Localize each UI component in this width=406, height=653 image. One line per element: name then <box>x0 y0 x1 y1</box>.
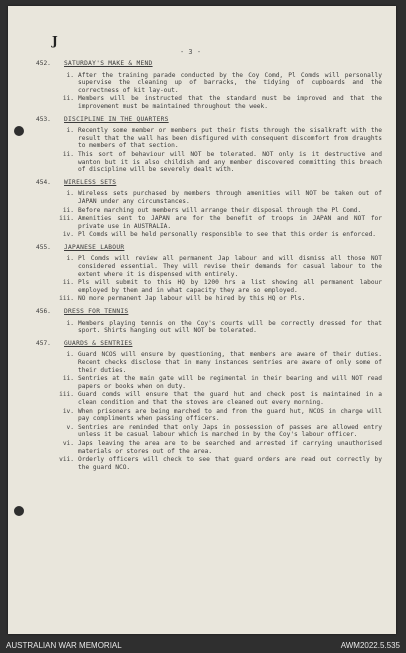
order-item <box>56 408 382 423</box>
item-numeral: iii. <box>59 295 74 303</box>
section-number: 453. <box>36 115 51 123</box>
section-number: 452. <box>36 60 51 67</box>
section-number: 456. <box>36 308 51 316</box>
section-title: DISCIPLINE IN THE QUARTERS <box>64 115 169 123</box>
item-numeral: vii. <box>59 456 74 464</box>
order-section <box>36 116 382 174</box>
section-title: WIRELESS SETS <box>64 178 117 186</box>
item-text: After the training parade conducted by the Coy Comd, Pl Comds will personally supervise the cleaning up of barracks, the tidying of cupboards and the correctness of kit lay-out. <box>78 71 382 94</box>
item-numeral: i. <box>66 190 74 198</box>
item-text: Guard comds will ensure that the guard hut and check post is maintained in a clean condition and that the stoves are cleaned out every morning. <box>78 391 382 406</box>
item-numeral: i. <box>66 127 74 135</box>
item-numeral: i. <box>66 319 74 327</box>
item-numeral: i. <box>66 351 74 359</box>
item-text: Members playing tennis on the Coy's courts will be correctly dressed for that sport. Shirts hanging out will NOT be tolerated. <box>78 319 382 335</box>
handwritten-mark: J <box>52 34 58 48</box>
item-numeral: ii. <box>62 95 74 103</box>
item-numeral: iv. <box>62 407 74 415</box>
order-item <box>56 375 382 390</box>
section-title: DRESS FOR TENNIS <box>64 308 129 316</box>
item-text: When prisoners are being marched to and from the guard hut, NCOS in charge will pay compliments when passing officers. <box>78 407 382 423</box>
order-item <box>56 295 382 303</box>
order-item <box>56 72 382 95</box>
order-item <box>56 231 382 239</box>
item-numeral: vi. <box>62 439 74 447</box>
item-text: Amenities sent to JAPAN are for the benefit of troops in JAPAN and NOT for private use in AUSTRALIA. <box>78 215 382 230</box>
punch-hole <box>14 126 24 136</box>
item-text: Guard NCOS will ensure by questioning, that members are aware of their duties. Recent checks disclose that in many instances sentries are aware of only some of their duties. <box>78 351 382 374</box>
item-numeral: i. <box>66 71 74 79</box>
item-numeral: iii. <box>59 391 74 399</box>
item-numeral: ii. <box>62 279 74 287</box>
item-numeral: iv. <box>62 231 74 239</box>
order-item <box>56 320 382 335</box>
order-item <box>56 127 382 150</box>
document-page <box>8 6 396 634</box>
order-item <box>56 456 382 471</box>
order-item <box>56 151 382 174</box>
item-numeral: ii. <box>62 150 74 158</box>
archive-name: AUSTRALIAN WAR MEMORIAL <box>6 641 122 650</box>
item-text: Members will be instructed that the standard must be improved and that the improvement must be maintained throughout the week. <box>78 95 382 110</box>
item-text: Pls will submit to this HQ by 1200 hrs a list showing all permanent labour employed by them and in what capacity they are so employed. <box>78 279 382 294</box>
item-numeral: iii. <box>59 215 74 223</box>
order-item <box>56 391 382 406</box>
item-text: Recently some member or members put their fists through the sisalkraft with the result that the wall has been disfigured with consequent discomfort from draughts to members of that section. <box>78 127 382 150</box>
item-text: Wireless sets purchased by members through amenities will NOT be taken out of JAPAN under any circumstances. <box>78 190 382 205</box>
order-item <box>56 424 382 439</box>
order-section <box>36 308 382 335</box>
item-text: Sentries at the main gate will be regimental in their bearing and will NOT read papers or books when on duty. <box>78 375 382 390</box>
item-text: Japs leaving the area are to be searched and arrested if carrying unauthorised materials or stores out of the area. <box>78 439 382 455</box>
section-heading <box>36 116 382 124</box>
section-heading <box>36 179 382 187</box>
item-text: This sort of behaviour will NOT be tolerated. NOT only is it destructive and wanton but it is also childish and any member discovered committing this breach of discipline will be severely dealt with. <box>78 150 382 174</box>
section-title: GUARDS & SENTRIES <box>64 339 133 347</box>
archive-footer <box>0 638 406 653</box>
order-item <box>56 95 382 110</box>
order-section <box>36 244 382 303</box>
section-number: 454. <box>36 178 51 186</box>
item-text: Before marching out members will arrange their disposal through the Pl Comd. <box>78 206 362 214</box>
order-section <box>36 179 382 239</box>
punch-hole <box>14 506 24 516</box>
order-section <box>36 60 382 111</box>
order-item <box>56 351 382 374</box>
order-section <box>36 340 382 472</box>
order-item <box>56 279 382 294</box>
section-number: 457. <box>36 339 51 347</box>
section-heading <box>36 244 382 252</box>
item-text: Orderly officers will check to see that guard orders are read out correctly by the guard NCO. <box>78 456 382 471</box>
item-numeral: ii. <box>62 375 74 383</box>
section-heading <box>36 340 382 348</box>
section-heading <box>36 308 382 316</box>
order-item <box>56 255 382 278</box>
item-numeral: ii. <box>62 206 74 214</box>
section-title: SATURDAY'S MAKE & MEND <box>64 60 153 67</box>
item-numeral: i. <box>66 255 74 263</box>
order-item <box>56 440 382 455</box>
item-text: NO more permanent Jap labour will be hired by this HQ or Pls. <box>78 295 306 303</box>
item-text: Sentries are reminded that only Japs in possession of passes are allowed entry unless it be casual labour which is marched in by the Coy's labour officer. <box>78 423 382 439</box>
item-text: Pl Comds will be held personally responsible to see that this order is enforced. <box>78 231 377 239</box>
page-number: - 3 - <box>180 48 202 56</box>
order-item <box>56 215 382 230</box>
document-body <box>36 60 382 476</box>
item-text: Pl Comds will review all permanent Jap labour and will dismiss all those NOT considered essential. They will revise their demands for casual labour to the extent where it is dispensed with entirely. <box>78 255 382 278</box>
item-numeral: v. <box>66 423 74 431</box>
section-number: 455. <box>36 243 51 251</box>
order-item <box>56 190 382 205</box>
section-title: JAPANESE LABOUR <box>64 243 125 251</box>
section-heading <box>36 60 382 68</box>
order-item <box>56 207 382 215</box>
archive-reference: AWM2022.5.535 <box>340 641 400 650</box>
